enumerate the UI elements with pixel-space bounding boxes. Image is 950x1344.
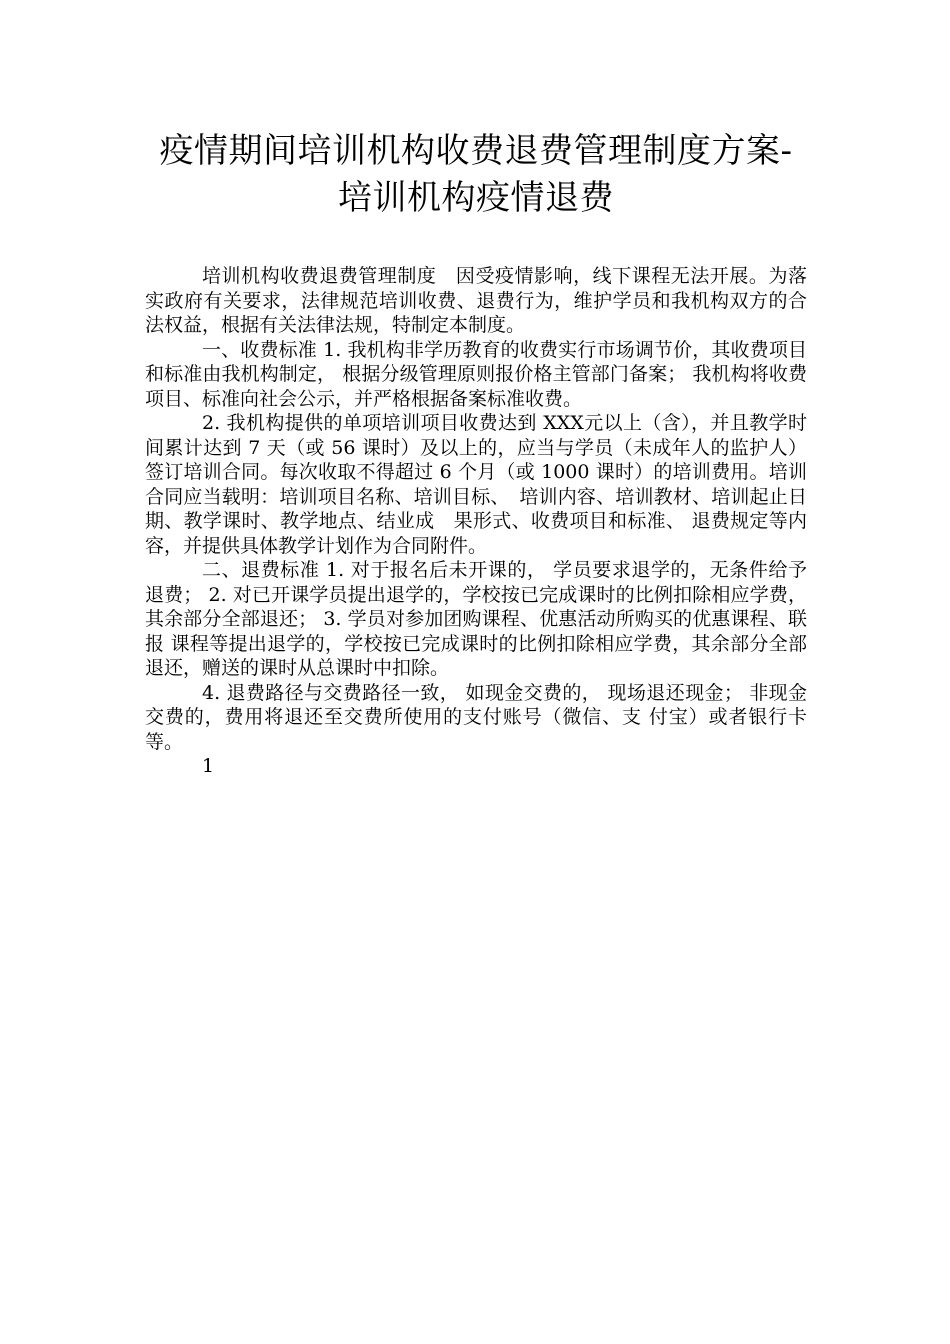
page-number: 1 [202, 755, 215, 777]
title-line-1: 疫情期间培训机构收费退费管理制度方案- [159, 131, 793, 171]
title-line-2: 培训机构疫情退费 [338, 178, 614, 218]
document-title [145, 128, 807, 222]
paragraph-training-contract: 2. 我机构提供的单项培训项目收费达到 XXX元以上（含），并且教学时间累计达到 7 天（或 56 课时）及以上的，应当与学员（未成年人的监护人）签订培训合同。每次收取不得超过 6 个月（或 1000 课时）的培训费用。培训合同应当载明：培训项目名称、培训目标、 培训内容、培训教材、培训起止日期、教学课时、教学地点、结业成 果形式、收费项目和标准、 退费规定等内容，并提供具体教学计划作为合同附件。 [145, 412, 807, 557]
paragraph-refund-standard: 二、退费标准 1. 对于报名后未开课的， 学员要求退学的，无条件给予退费； 2. 对已开课学员提出退学的，学校按已完成课时的比例扣除相应学费，其余部分全部退还； 3. 学员对参加团购课程、优惠活动所购买的优惠课程、联报 课程等提出退学的，学校按已完成课时的比例扣除相应学费，其余部分全部退还，赠送的课时从总课时中扣除。 [145, 559, 807, 679]
paragraph-refund-path: 4. 退费路径与交费路径一致， 如现金交费的， 现场退还现金； 非现金交费的，费用将退还至交费所使用的支付账号（微信、支 付宝）或者银行卡等。 [145, 681, 807, 753]
paragraph-intro: 培训机构收费退费管理制度 因受疫情影响，线下课程无法开展。为落实政府有关要求，法律规范培训收费、退费行为，维护学员和我机构双方的合法权益，根据有关法律法规，特制定本制度。 [145, 265, 807, 336]
paragraph-fee-standard: 一、收费标准 1. 我机构非学历教育的收费实行市场调节价，其收费项目和标准由我机构制定， 根据分级管理原则报价格主管部门备案； 我机构将收费项目、标准向社会公示，并严格根据备案标准收费。 [145, 338, 807, 410]
